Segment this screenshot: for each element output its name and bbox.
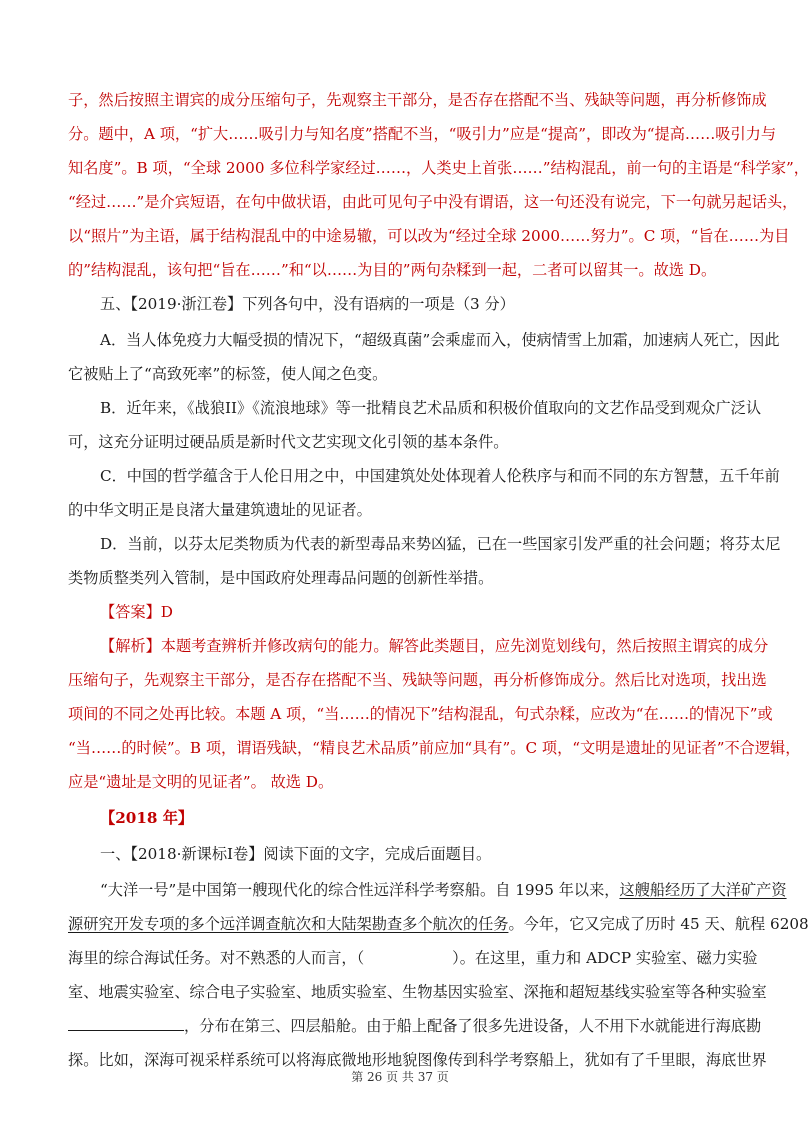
answer-label: 【答案】D [100,603,173,621]
passage-text: ，分布在第三、四层船舱。由于船上配备了很多先进设备，人不用下水就能进行海底勘 [184,1017,762,1035]
analysis-prev-line: 子，然后按照主谓宾的成分压缩句子，先观察主干部分，是否存在搭配不当、残缺等问题，再分析修饰成 [68,91,767,109]
question-5-stem: 五、【2019·浙江卷】下列各句中，没有语病的一项是（3 分） [100,295,515,313]
passage-line [100,880,787,900]
year-heading: 【2018 年】 [100,809,194,827]
analysis-prev-line: “经过……”是介宾短语，在句中做状语，由此可见句子中没有谓语，这一句还没有说完，下一句就另起话头， [68,193,798,211]
passage-line: 室、地震实验室、综合电子实验室、地质实验室、生物基因实验室、深拖和超短基线实验室等各种实验室 [68,983,767,1001]
option-b-line: B．近年来，《战狼II》《流浪地球》等一批精良艺术品质和积极价值取向的文艺作品受到观众广泛认 [100,399,762,417]
underlined-sentence: 源研究开发专项的多个远洋调查航次和大陆架勘查多个航次的任务 [68,915,509,933]
passage-text: “大洋一号”是中国第一艘现代化的综合性远洋科学考察船。自 1995 年以来， [100,881,620,899]
analysis-line: “当……的时候”。B 项，谓语残缺，“精良艺术品质”前应加“具有”。C 项，“文明是遗址的见证者”不合逻辑， [68,739,801,757]
passage-line [68,914,809,934]
underlined-sentence: 这艘船经历了大洋矿产资 [619,881,787,899]
option-c-line: 的中华文明正是良渚大量建筑遗址的见证者。 [68,501,372,519]
passage-line [68,1016,762,1036]
analysis-line: 【解析】本题考查辨析并修改病句的能力。解答此类题目，应先浏览划线句，然后按照主谓宾的成分 [100,637,769,655]
question-1-stem: 一、【2018·新课标I卷】阅读下面的文字，完成后面题目。 [100,845,492,863]
option-d-line: D．当前，以芬太尼类物质为代表的新型毒品来势凶猛，已在一些国家引发严重的社会问题；将芬太尼 [100,535,781,553]
passage-text: 。今年，它又完成了历时 45 天、航程 6208 [508,915,809,933]
passage-text: 海里的综合海试任务。对不熟悉的人而言，（ [68,949,365,967]
option-b-line: 可，这充分证明过硬品质是新时代文艺实现文化引领的基本条件。 [68,433,509,451]
passage-line [68,948,758,968]
page-footer: 第 26 页 共 37 页 [351,1070,449,1084]
option-c-line: C．中国的哲学蕴含于人伦日用之中，中国建筑处处体现着人伦秩序与和而不同的东方智慧，五千年前 [100,467,780,485]
passage-text: ）。在这里，重力和 ADCP 实验室、磁力实验 [452,949,758,967]
analysis-line: 压缩句子，先观察主干部分，是否存在搭配不当、残缺等问题，再分析修饰成分。然后比对选项，找出选 [68,671,767,689]
analysis-line: 应是“遗址是文明的见证者”。 故选 D。 [68,773,334,791]
passage-line: 探。比如，深海可视采样系统可以将海底微地形地貌图像传到科学考察船上，犹如有了千里眼，海底世界 [68,1051,767,1069]
analysis-prev-line: 分。题中，A 项，“扩大……吸引力与知名度”搭配不当，“吸引力”应是“提高”，即改为“提高……吸引力与 [68,125,777,143]
option-a-line: A．当人体免疫力大幅受损的情况下，“超级真菌”会乘虚而入，使病情雪上加霜，加速病人死亡，因此 [100,331,780,349]
option-a-line: 它被贴上了“高致死率”的标签，使人闻之色变。 [68,365,388,383]
analysis-prev-line: 的”结构混乱，该句把“旨在……”和“以……为目的”两句杂糅到一起，二者可以留其一。故选 D。 [68,261,717,279]
analysis-line: 项间的不同之处再比较。本题 A 项，“当……的情况下”结构混乱，句式杂糅，应改为“在……的情况下”或 [68,705,773,723]
analysis-prev-line: 知名度”。B 项，“全球 2000 多位科学家经过……，人类史上首张……”结构混乱，前一句的主语是“科学家”， [68,159,809,177]
analysis-prev-line: 以“照片”为主语，属于结构混乱中的中途易辙，可以改为“经过全球 2000……努力”。C 项，“旨在……为目 [68,227,790,245]
fill-in-blank [68,1016,184,1031]
option-d-line: 类物质整类列入管制，是中国政府处理毒品问题的创新性举措。 [68,569,494,587]
